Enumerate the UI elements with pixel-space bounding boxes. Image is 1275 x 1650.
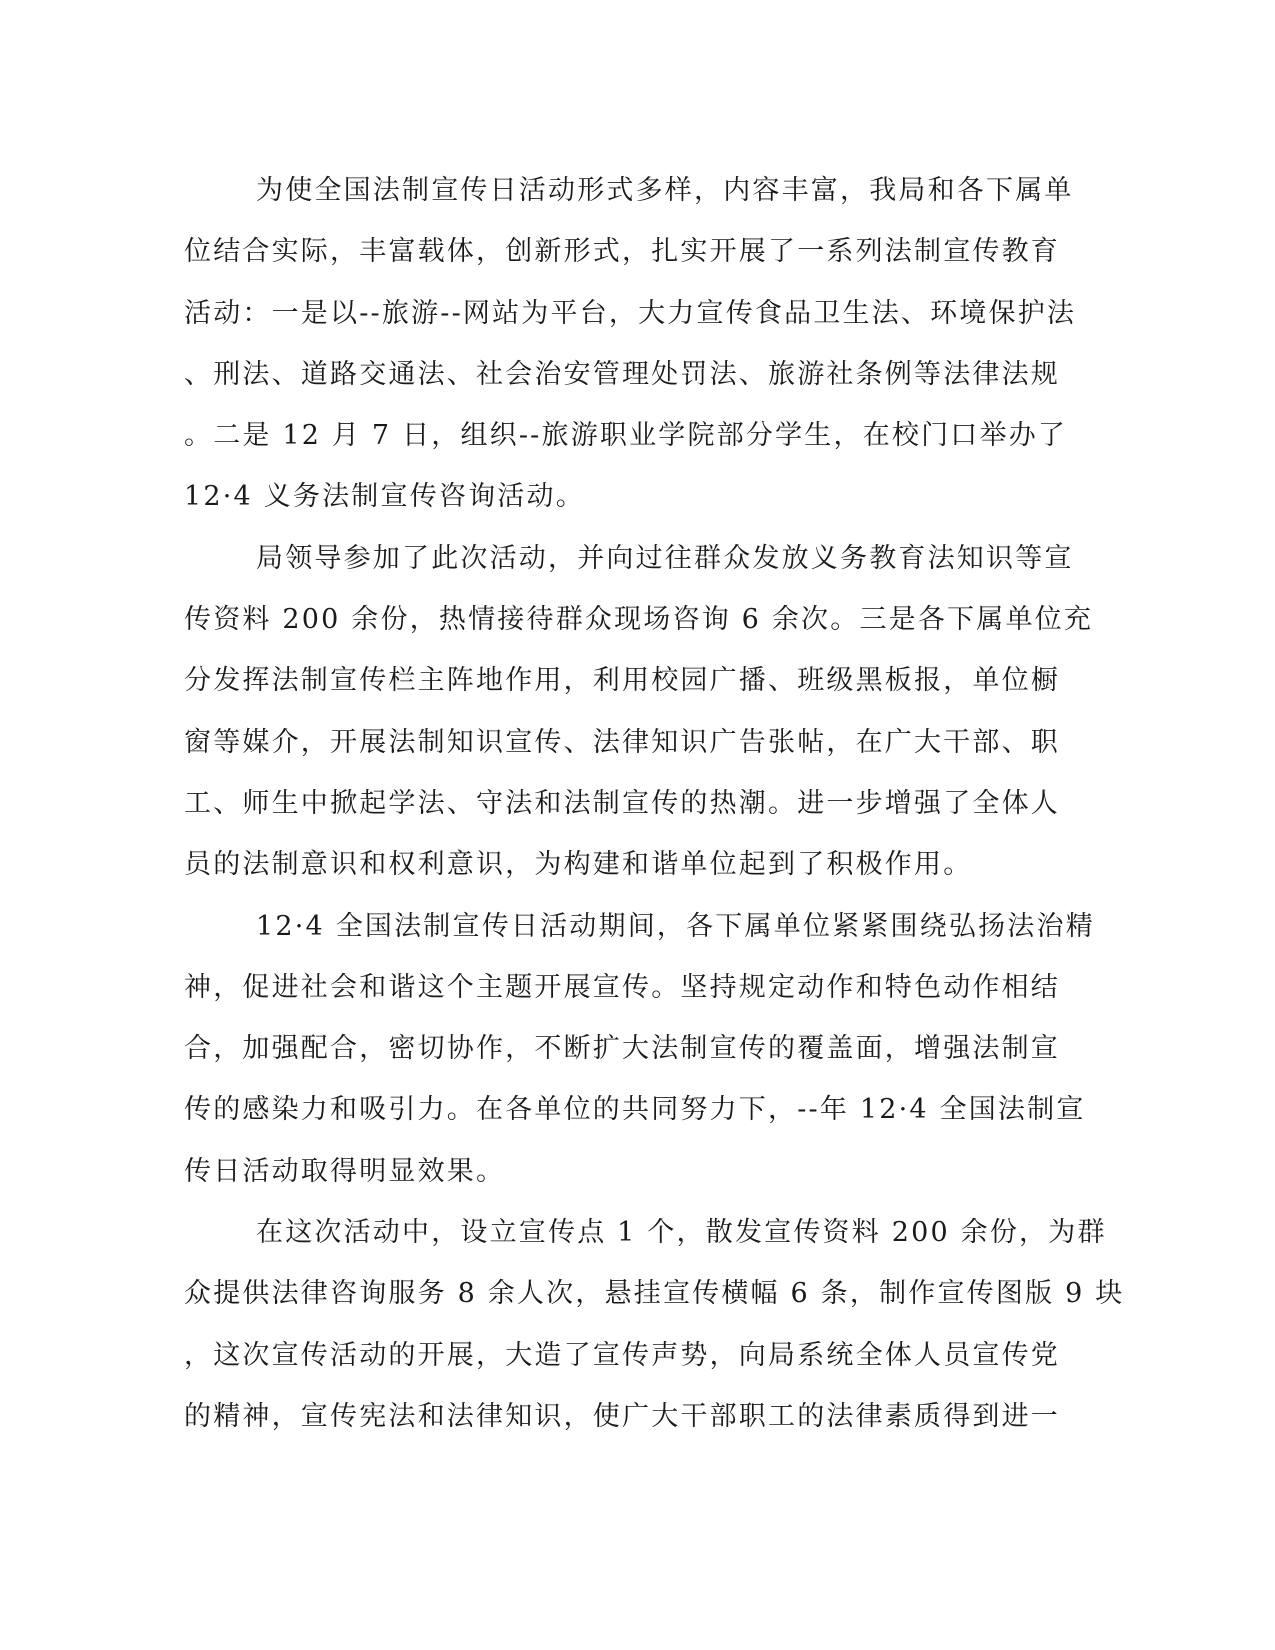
- document-body: [184, 160, 1125, 1447]
- paragraph-line: 传日活动取得明显效果。: [184, 1155, 506, 1187]
- paragraph-line: 的精神，宣传宪法和法律知识，使广大干部职工的法律素质得到进一: [184, 1400, 1060, 1432]
- paragraph-line: 合，加强配合，密切协作，不断扩大法制宣传的覆盖面，增强法制宣: [184, 1033, 1060, 1065]
- paragraph-line: 众提供法律咨询服务 8 余人次，悬挂宣传横幅 6 条，制作宣传图版 9 块: [184, 1278, 1125, 1310]
- paragraph-line: 员的法制意识和权利意识，为构建和谐单位起到了积极作用。: [184, 849, 973, 881]
- paragraph-line: 局领导参加了此次活动，并向过往群众发放义务教育法知识等宣: [256, 542, 1074, 574]
- paragraph-4: [184, 1202, 1125, 1447]
- paragraph-line: 12·4 全国法制宣传日活动期间，各下属单位紧紧围绕弘扬法治精: [256, 910, 1095, 942]
- paragraph-line: 窗等媒介，开展法制知识宣传、法律知识广告张帖，在广大干部、职: [184, 726, 1060, 758]
- paragraph-line: 传资料 200 余份，热情接待群众现场咨询 6 余次。三是各下属单位充: [184, 604, 1094, 636]
- paragraph-line: 活动：一是以--旅游--网站为平台，大力宣传食品卫生法、环境保护法: [184, 297, 1077, 329]
- paragraph-line: 、刑法、道路交通法、社会治安管理处罚法、旅游社条例等法律法规: [184, 358, 1060, 390]
- paragraph-line: ，这次宣传活动的开展，大造了宣传声势，向局系统全体人员宣传党: [184, 1339, 1060, 1371]
- paragraph-line: 位结合实际，丰富载体，创新形式，扎实开展了一系列法制宣传教育: [184, 236, 1060, 268]
- paragraph-line: 工、师生中掀起学法、守法和法制宣传的热潮。进一步增强了全体人: [184, 787, 1060, 819]
- paragraph-line: 。二是 12 月 7 日，组织--旅游职业学院部分学生，在校门口举办了: [184, 420, 1068, 452]
- paragraph-line: 为使全国法制宣传日活动形式多样，内容丰富，我局和各下属单: [256, 175, 1074, 206]
- paragraph-line: 分发挥法制宣传栏主阵地作用，利用校园广播、班级黑板报，单位橱: [184, 665, 1060, 697]
- paragraph-line: 传的感染力和吸引力。在各单位的共同努力下，--年 12·4 全国法制宣: [184, 1094, 1086, 1126]
- paragraph-3: [184, 896, 1095, 1202]
- paragraph-line: 神，促进社会和谐这个主题开展宣传。坚持规定动作和特色动作相结: [184, 971, 1060, 1003]
- paragraph-line: 在这次活动中，设立宣传点 1 个，散发宣传资料 200 余份，为群: [256, 1217, 1107, 1249]
- paragraph-2: [184, 528, 1094, 896]
- paragraph-1: [184, 160, 1077, 528]
- paragraph-line: 12·4 义务法制宣传咨询活动。: [184, 481, 585, 513]
